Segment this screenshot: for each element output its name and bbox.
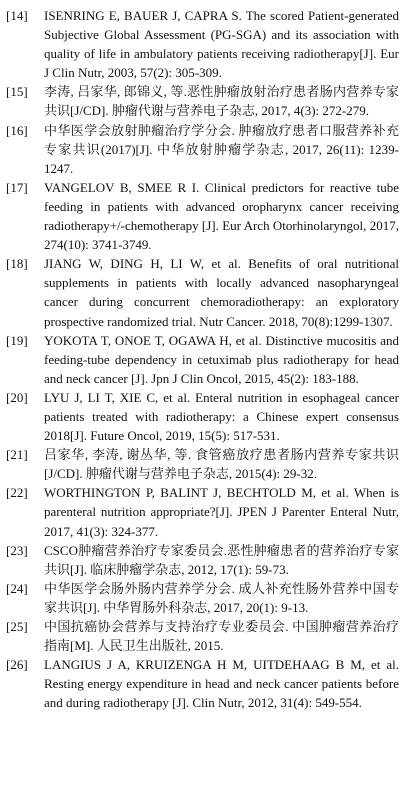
reference-text: 中华医学会放射肿瘤治疗学分会. 肿瘤放疗患者口服营养补充专家共识(2017)[J]. 中华放射肿瘤学杂志, 2017, 26(11): 1239-1247. [44, 122, 399, 176]
reference-text: YOKOTA T, ONOE T, OGAWA H, et al. Distinctive mucositis and feeding-tube dependency in cetuximab plus radiotherapy for head and neck cancer [J]. Jpn J Clin Oncol, 2015, 45(2): 183-188. [44, 332, 399, 386]
reference-number: [23] [6, 542, 28, 558]
reference-text: 李涛, 吕家华, 郎锦义, 等.恶性肿瘤放射治疗患者肠内营养专家共识[J/CD]. 肿瘤代谢与营养电子杂志, 2017, 4(3): 272-279. [44, 84, 399, 119]
reference-number: [17] [6, 179, 28, 195]
reference-item [6, 6, 399, 82]
reference-item [6, 121, 399, 178]
reference-number: [20] [6, 389, 28, 405]
reference-text: 吕家华, 李涛, 谢丛华, 等. 食管癌放疗患者肠内营养专家共识[J/CD]. 肿瘤代谢与营养电子杂志, 2015(4): 29-32. [44, 447, 399, 482]
reference-number: [14] [6, 8, 28, 23]
reference-item [6, 445, 399, 483]
reference-number: [22] [6, 485, 28, 501]
reference-text: ISENRING E, BAUER J, CAPRA S. The scored Patient-generated Subjective Global Assessment (PG-SGA) and its association with quality of life in ambulatory patients receiving radiotherapy[J]. Eur J Clin Nutr, 2003, 57(2): 305-309. [44, 8, 399, 81]
reference-text: 中华医学会肠外肠内营养学分会. 成人补充性肠外营养中国专家共识[J]. 中华胃肠外科杂志, 2017, 20(1): 9-13. [44, 580, 399, 615]
reference-item [6, 331, 399, 388]
reference-item [6, 483, 399, 540]
reference-number: [21] [6, 447, 28, 463]
reference-number: [19] [6, 332, 28, 348]
reference-text: LANGIUS J A, KRUIZENGA H M, UITDEHAAG B M, et al. Resting energy expenditure in head and neck cancer patients before and during radiotherapy [J]. Clin Nutr, 2012, 31(4): 549-554. [44, 657, 399, 711]
reference-number: [25] [6, 619, 28, 634]
reference-item [6, 254, 399, 330]
reference-text: LYU J, LI T, XIE C, et al. Enteral nutrition in esophageal cancer patients treated with radiotherapy: a Chinese expert consensus 2018[J]. Future Oncol, 2019, 15(5): 517-531. [44, 389, 399, 444]
reference-number: [26] [6, 657, 28, 673]
reference-item [6, 82, 399, 120]
reference-item [6, 579, 399, 617]
reference-number: [18] [6, 256, 28, 272]
reference-item [6, 541, 399, 579]
reference-text: WORTHINGTON P, BALINT J, BECHTOLD M, et al. When is parenteral nutrition appropriate?[J]. JPEN J Parenter Enteral Nutr, 2017, 41(3): 324-377. [44, 485, 399, 539]
reference-number: [16] [6, 122, 28, 138]
reference-number: [15] [6, 84, 28, 100]
reference-text: VANGELOV B, SMEE R I. Clinical predictors for reactive tube feeding in patients with advanced oropharynx cancer receiving radiotherapy+/-chemotherapy [J]. Eur Arch Otorhinolaryngol, 2017, 274(10): 3741-3749. [44, 179, 399, 253]
reference-item [6, 617, 399, 655]
reference-text: JIANG W, DING H, LI W, et al. Benefits of oral nutritional supplements in patients with locally advanced nasopharyngeal cancer during concurrent chemoradiotherapy: an exploratory prospective randomized trial. Nutr Cancer. 2018, 70(8):1299-1307. [44, 256, 399, 329]
reference-text: CSCO肿瘤营养治疗专家委员会.恶性肿瘤患者的营养治疗专家共识[J]. 临床肿瘤学杂志, 2012, 17(1): 59-73. [44, 542, 399, 577]
reference-number: [24] [6, 580, 28, 596]
reference-item [6, 388, 399, 445]
reference-item [6, 655, 399, 712]
reference-text: 中国抗癌协会营养与支持治疗专业委员会. 中国肿瘤营养治疗指南[M]. 人民卫生出版社, 2015. [44, 619, 399, 654]
reference-item [6, 178, 399, 254]
